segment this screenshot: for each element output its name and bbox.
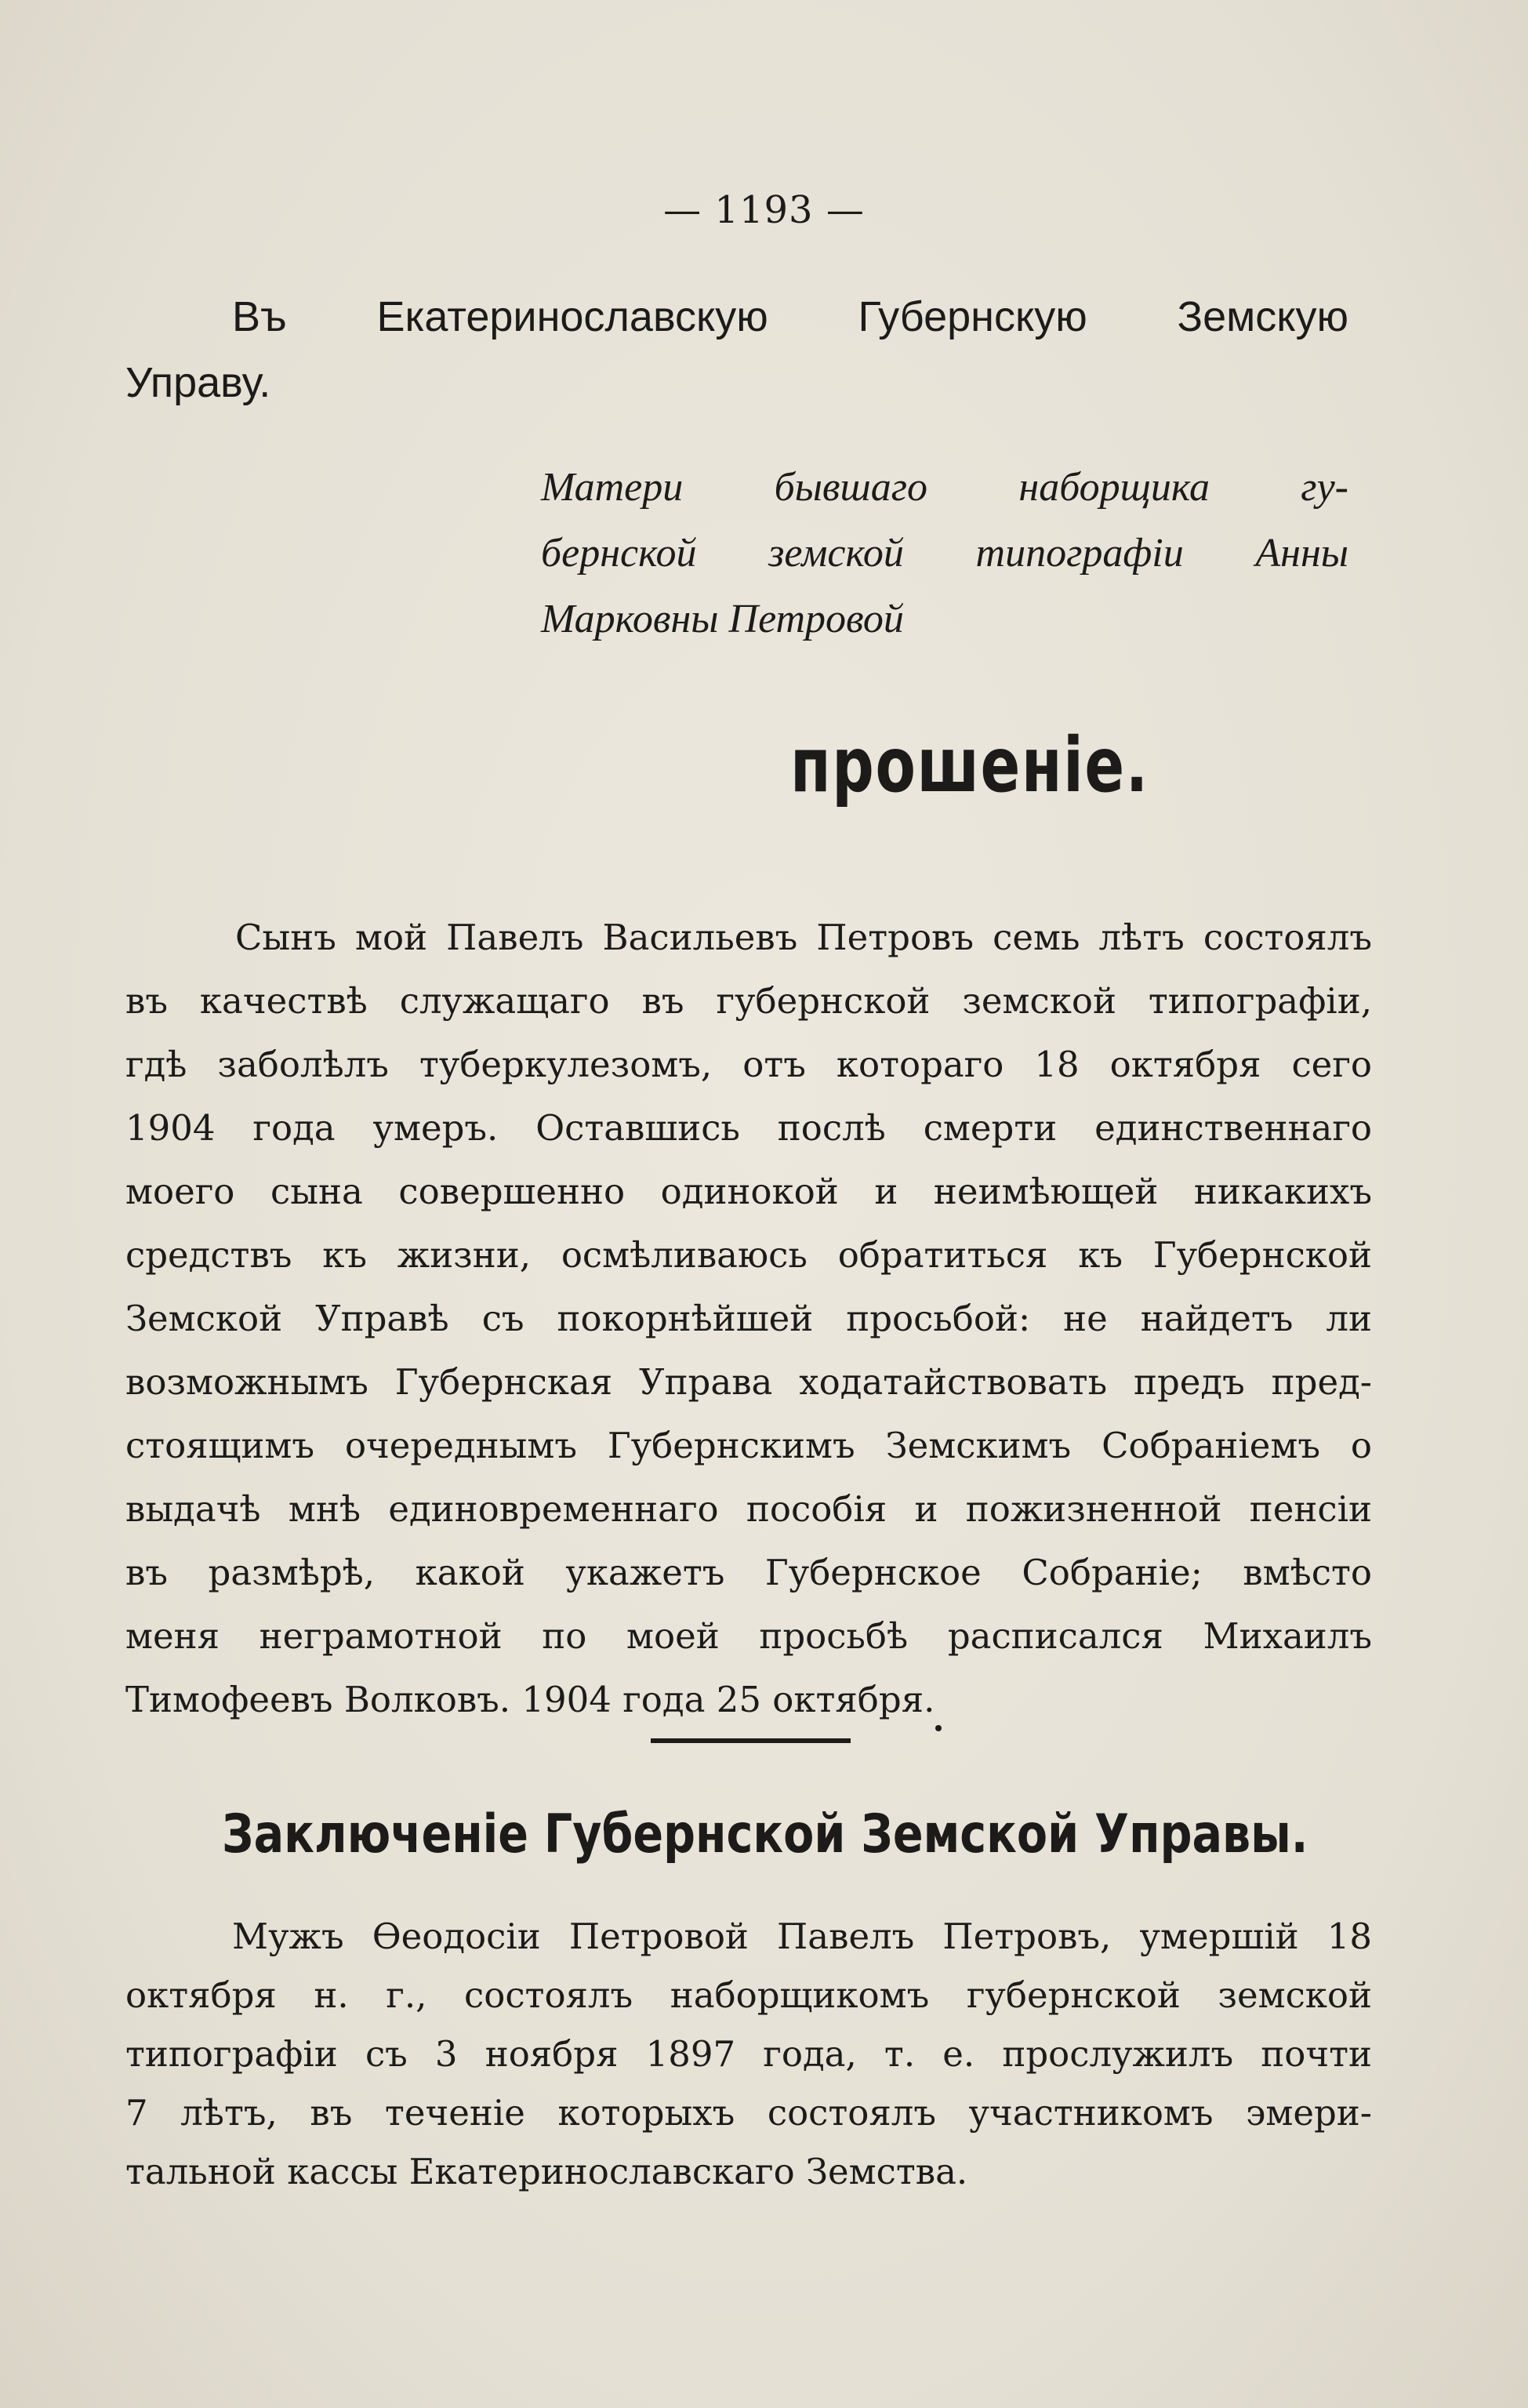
print-speck — [935, 1725, 942, 1731]
conclusion-line: тальной кассы Екатеринославскаго Земства. — [125, 2151, 968, 2192]
conclusion-line: Мужъ Ѳеодосіи Петровой Павелъ Петровъ, умершій 18 — [232, 1916, 1372, 1957]
body-line: 1904 года умеръ. Оставшись послѣ смерти единственнаго — [125, 1107, 1372, 1149]
sender-line: Марковны Петровой — [541, 597, 904, 641]
body-line: средствъ къ жизни, осмѣливаюсь обратиться къ Губернской — [125, 1234, 1372, 1276]
petition-body — [125, 906, 1372, 1731]
conclusion-title: Заключеніе Губернской Земской Управы. — [222, 1803, 1308, 1865]
sender-block — [541, 455, 1348, 652]
addressee — [125, 284, 1348, 416]
body-line: Тимофеевъ Волковъ. 1904 года 25 октября. — [125, 1679, 935, 1720]
body-line: Сынъ мой Павелъ Васильевъ Петровъ семь лѣтъ состоялъ — [235, 917, 1372, 958]
body-line: въ размѣрѣ, какой укажетъ Губернское Собраніе; вмѣсто — [125, 1552, 1372, 1593]
conclusion-body — [125, 1907, 1372, 2201]
body-line: меня неграмотной по моей просьбѣ расписался Михаилъ — [125, 1615, 1372, 1657]
conclusion-line: октября н. г., состоялъ наборщикомъ губернской земской — [125, 1974, 1372, 2016]
conclusion-line: типографіи съ 3 ноября 1897 года, т. е. прослужилъ почти — [125, 2033, 1372, 2075]
sender-line: бернской земской типографіи Анны — [541, 531, 1348, 576]
petition-title: прошеніе. — [790, 721, 1149, 809]
body-line: Земской Управѣ съ покорнѣйшей просьбой: не найдетъ ли — [125, 1298, 1372, 1339]
body-line: возможнымъ Губернская Управа ходатайствовать предъ пред- — [125, 1361, 1372, 1403]
body-line: стоящимъ очереднымъ Губернскимъ Земскимъ Собраніемъ о — [125, 1425, 1372, 1466]
body-line: моего сына совершенно одинокой и неимѣющей никакихъ — [125, 1171, 1372, 1212]
addressee-line: Управу. — [125, 359, 271, 406]
section-divider — [651, 1738, 851, 1743]
addressee-line: Въ Екатеринославскую Губернскую Земскую — [232, 293, 1348, 340]
body-line: выдачѣ мнѣ единовременнаго пособія и пожизненной пенсіи — [125, 1488, 1372, 1530]
sender-line: Матери бывшаго наборщика гу- — [541, 465, 1348, 510]
conclusion-line: 7 лѣтъ, въ теченіе которыхъ состоялъ участникомъ эмери- — [125, 2092, 1372, 2134]
body-line: въ качествѣ служащаго въ губернской земской типографіи, — [125, 980, 1372, 1022]
page-number: — 1193 — — [663, 188, 865, 232]
body-line: гдѣ заболѣлъ туберкулезомъ, отъ котораго 18 октября сего — [125, 1044, 1372, 1085]
